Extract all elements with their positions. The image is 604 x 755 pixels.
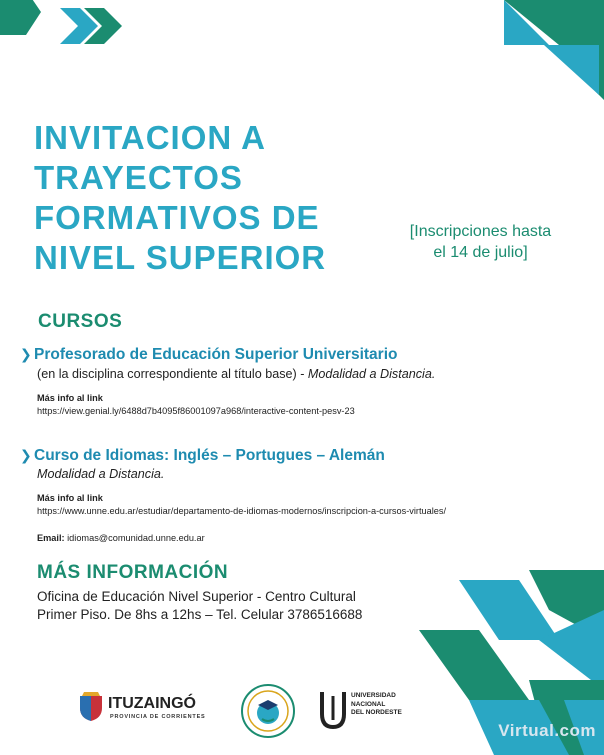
office-line: Oficina de Educación Nivel Superior - Centro Cultural — [37, 589, 356, 604]
course-2-email — [37, 533, 205, 543]
title-line: FORMATIVOS DE — [34, 199, 320, 236]
unne-logo-icon — [318, 690, 348, 730]
inscription-line: [Inscripciones hasta — [409, 223, 552, 240]
inscription-line: el 14 de julio] — [433, 244, 528, 261]
mas-informacion-heading: MÁS INFORMACIÓN — [37, 562, 229, 583]
course-2-title — [20, 447, 385, 465]
watermark: Virtual.com — [498, 721, 596, 740]
ituzaingo-name: ITUZAINGÓ — [108, 695, 196, 712]
course-1-description — [37, 367, 435, 381]
chevron-right-icon: ❯ — [20, 346, 32, 362]
unne-name: UNIVERSIDAD NACIONAL DEL NORDESTE — [351, 692, 402, 716]
course-2-link[interactable]: https://www.unne.edu.ar/estudiar/departamento-de-idiomas-modernos/inscripcion-a-cursos-virtuales/ — [37, 506, 447, 516]
course-1-description-text: (en la disciplina correspondiente al título base) - — [37, 367, 308, 381]
decor-top-right — [504, 0, 604, 100]
course-1-more-label: Más info al link — [37, 393, 103, 403]
title-line: INVITACION A — [34, 119, 266, 156]
page-title — [34, 118, 374, 278]
title-line: TRAYECTOS — [34, 159, 243, 196]
course-2-more-label: Más info al link — [37, 493, 103, 503]
ituzaingo-logo — [78, 692, 104, 727]
coat-of-arms-icon — [78, 692, 104, 722]
chevron-right-icon: ❯ — [20, 447, 32, 463]
office-info — [37, 588, 362, 624]
email-label: Email: — [37, 533, 65, 543]
course-1-title — [20, 346, 397, 364]
office-line: Primer Piso. De 8hs a 12hs – Tel. Celular 3786516688 — [37, 607, 363, 622]
decor-top-left — [0, 0, 130, 60]
education-seal-icon — [240, 683, 296, 739]
course-1-modality: Modalidad a Distancia. — [307, 367, 436, 381]
course-1-link[interactable]: https://view.genial.ly/6488d7b4095f86001097a968/interactive-content-pesv-23 — [37, 406, 355, 416]
course-1-title-text: Profesorado de Educación Superior Universitario — [34, 346, 398, 363]
inscription-note — [393, 221, 568, 263]
title-line: NIVEL SUPERIOR — [34, 239, 327, 276]
course-2-title-text: Curso de Idiomas: Inglés – Portugues – Alemán — [34, 447, 385, 464]
course-2-modality: Modalidad a Distancia. — [37, 467, 165, 481]
ituzaingo-subtitle: PROVINCIA DE CORRIENTES — [110, 714, 206, 720]
cursos-heading: CURSOS — [38, 311, 123, 332]
email-address[interactable]: idiomas@comunidad.unne.edu.ar — [64, 533, 205, 543]
